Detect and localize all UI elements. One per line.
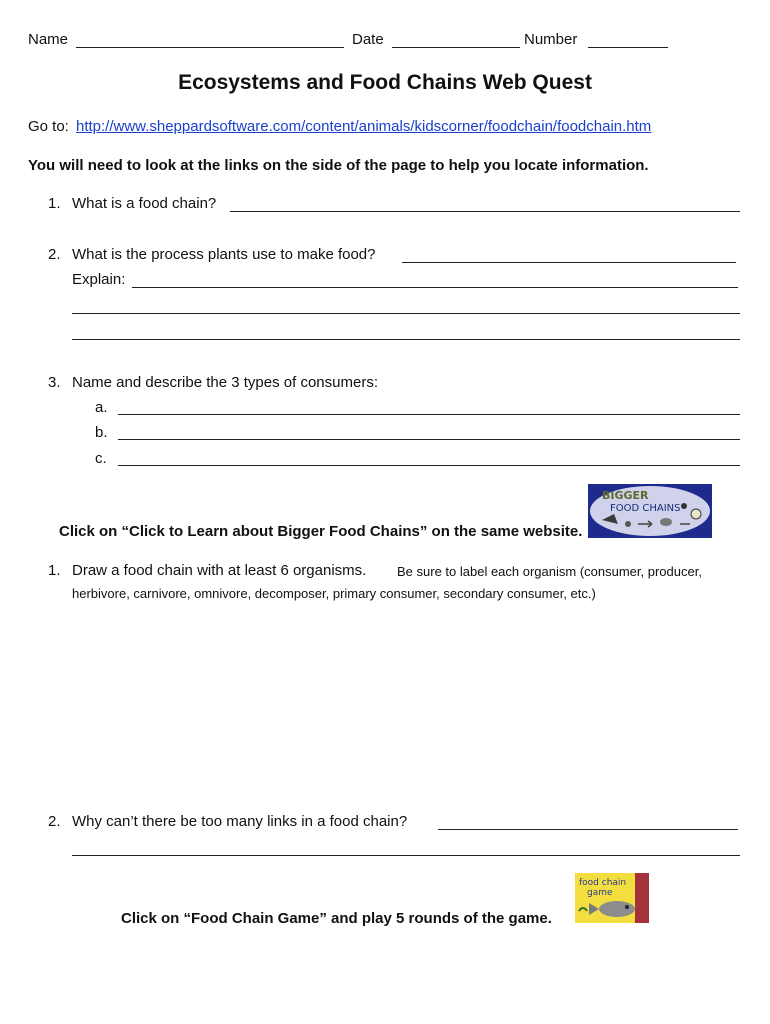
- bigger-food-chains-graphic: [588, 484, 712, 538]
- question-too-many-links: Why can’t there be too many links in a food chain?: [72, 813, 408, 830]
- name-label: Name: [28, 31, 69, 48]
- bigger-food-chains-image[interactable]: [588, 484, 712, 538]
- question-number: 3.: [48, 374, 61, 391]
- question-number: 1.: [48, 562, 61, 579]
- question-number: 2.: [48, 246, 61, 263]
- question-food-chain: What is a food chain?: [72, 195, 217, 212]
- answer-line[interactable]: [230, 211, 740, 212]
- question-number: 1.: [48, 195, 61, 212]
- question-number: 2.: [48, 813, 61, 830]
- list-item-marker: c.: [95, 450, 107, 467]
- answer-line[interactable]: [72, 339, 740, 340]
- explain-label: Explain:: [72, 271, 126, 288]
- date-label: Date: [352, 31, 384, 48]
- date-blank[interactable]: [392, 47, 520, 48]
- website-link[interactable]: http://www.sheppardsoftware.com/content/animals/kidscorner/foodchain/foodchain.htm: [76, 118, 652, 135]
- game-label: game: [587, 888, 613, 898]
- answer-line[interactable]: [118, 414, 740, 415]
- label-note-line-2: herbivore, carnivore, omnivore, decomposer, primary consumer, secondary consumer, etc.): [72, 586, 596, 601]
- goto-label: Go to:: [28, 118, 69, 135]
- bigger-label: BIGGER: [602, 489, 649, 502]
- label-note-line-1: Be sure to label each organism (consumer, producer,: [397, 564, 702, 579]
- answer-line[interactable]: [72, 855, 740, 856]
- list-item-marker: b.: [95, 424, 108, 441]
- page-title: Ecosystems and Food Chains Web Quest: [178, 71, 592, 94]
- food-chain-game-graphic: [575, 873, 649, 923]
- food-chains-label: FOOD CHAINS: [610, 503, 681, 514]
- list-item-marker: a.: [95, 399, 108, 416]
- question-draw-food-chain: Draw a food chain with at least 6 organisms.: [72, 562, 367, 579]
- answer-line[interactable]: [132, 287, 738, 288]
- instruction-text: You will need to look at the links on the side of the page to help you locate information.: [28, 157, 649, 174]
- bigger-food-chains-instruction: Click on “Click to Learn about Bigger Food Chains” on the same website.: [59, 523, 583, 540]
- answer-line[interactable]: [438, 829, 738, 830]
- question-consumers: Name and describe the 3 types of consumers:: [72, 374, 378, 391]
- name-blank[interactable]: [76, 47, 344, 48]
- food-chain-game-instruction: Click on “Food Chain Game” and play 5 rounds of the game.: [121, 910, 552, 927]
- food-chain-label: food chain: [579, 878, 627, 888]
- answer-line[interactable]: [402, 262, 736, 263]
- drawing-area[interactable]: [48, 610, 738, 800]
- answer-line[interactable]: [118, 465, 740, 466]
- food-chain-game-image[interactable]: [575, 873, 649, 923]
- number-label: Number: [524, 31, 578, 48]
- question-plants-food: What is the process plants use to make food?: [72, 246, 376, 263]
- answer-line[interactable]: [72, 313, 740, 314]
- number-blank[interactable]: [588, 47, 668, 48]
- answer-line[interactable]: [118, 439, 740, 440]
